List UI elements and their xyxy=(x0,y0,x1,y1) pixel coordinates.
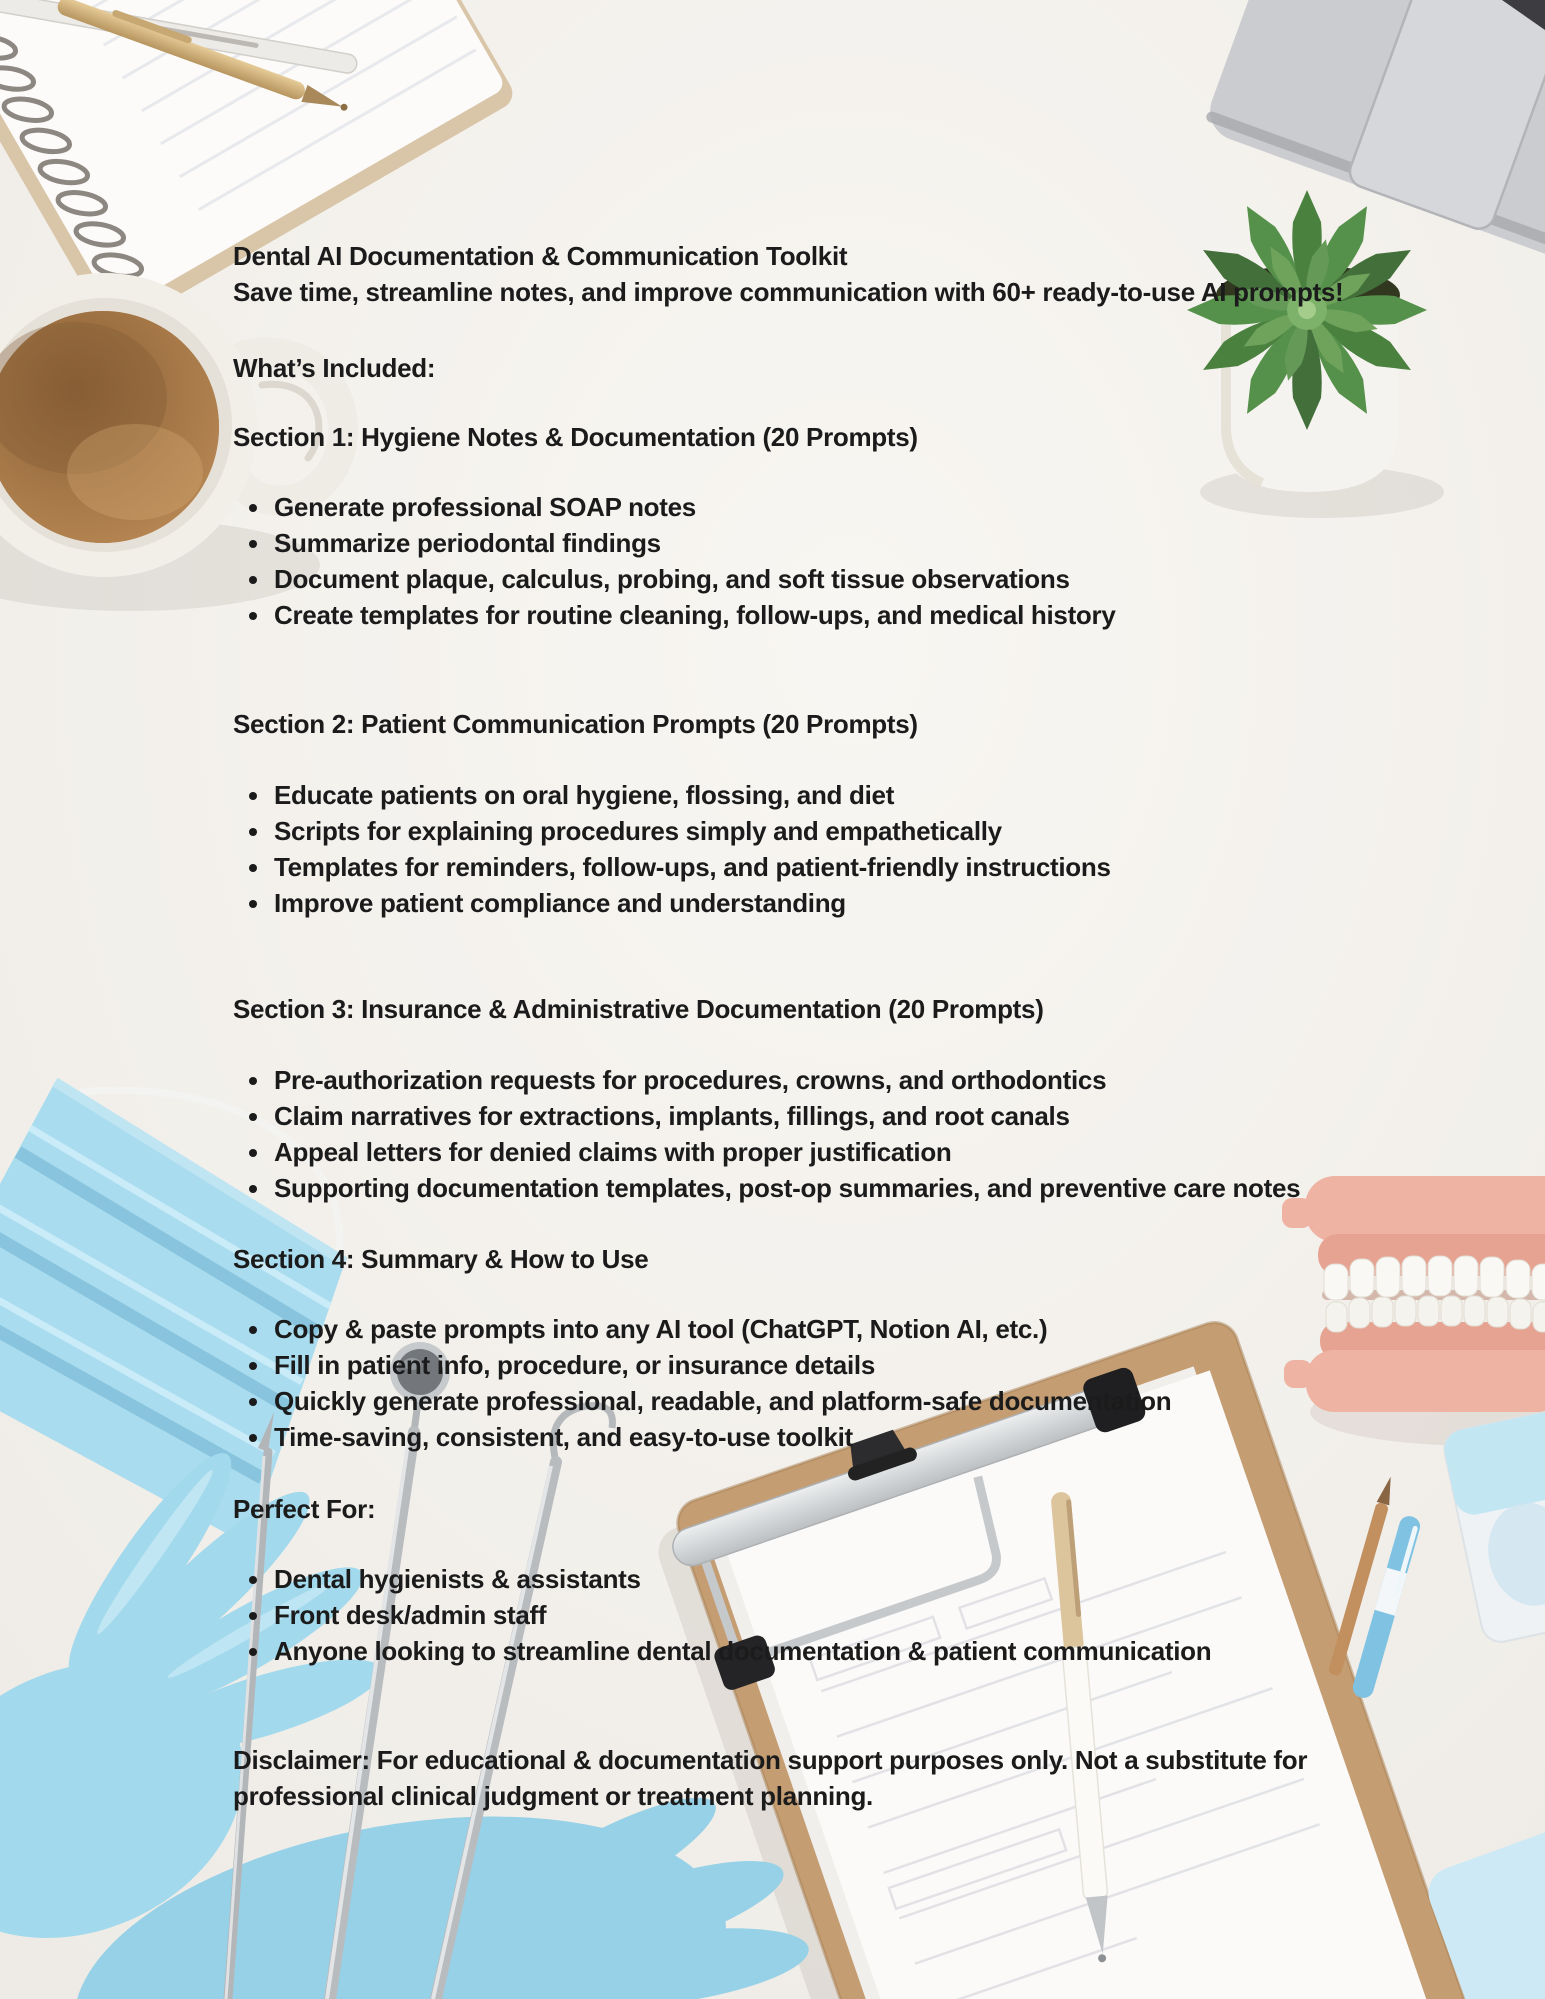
bullet-item: • Document plaque, calculus, probing, and soft tissue observations xyxy=(272,561,1545,597)
bullet-item: • Supporting documentation templates, post-op summaries, and preventive care notes xyxy=(272,1170,1545,1206)
included-heading: What’s Included: xyxy=(233,353,436,383)
bullet-item: • Front desk/admin staff xyxy=(272,1597,1545,1633)
page-subtitle: Save time, streamline notes, and improve communication with 60+ ready-to-use AI prompts! xyxy=(233,277,1344,307)
bullet-item: • Copy & paste prompts into any AI tool (ChatGPT, Notion AI, etc.) xyxy=(272,1311,1545,1347)
bullet-item: • Fill in patient info, procedure, or insurance details xyxy=(272,1347,1545,1383)
bullet-item: • Create templates for routine cleaning, follow-ups, and medical history xyxy=(272,597,1545,633)
section-1-list xyxy=(233,489,1545,633)
disclaimer-line-2: professional clinical judgment or treatment planning. xyxy=(233,1781,873,1811)
section-3-list xyxy=(233,1062,1545,1206)
section-4-heading: Section 4: Summary & How to Use xyxy=(233,1244,649,1274)
bullet-item: • Anyone looking to streamline dental documentation & patient communication xyxy=(272,1633,1545,1669)
bullet-item: • Appeal letters for denied claims with proper justification xyxy=(272,1134,1545,1170)
section-3-heading: Section 3: Insurance & Administrative Documentation (20 Prompts) xyxy=(233,994,1044,1024)
bullet-item: • Claim narratives for extractions, implants, fillings, and root canals xyxy=(272,1098,1545,1134)
title-block xyxy=(233,238,1523,310)
perfect-for-list xyxy=(233,1561,1545,1669)
bullet-item: • Quickly generate professional, readable, and platform-safe documentation xyxy=(272,1383,1545,1419)
section-2-heading: Section 2: Patient Communication Prompts (20 Prompts) xyxy=(233,709,918,739)
page-title: Dental AI Documentation & Communication Toolkit xyxy=(233,241,848,271)
section-4-list xyxy=(233,1311,1545,1455)
bullet-item: • Templates for reminders, follow-ups, and patient-friendly instructions xyxy=(272,849,1545,885)
bullet-item: • Dental hygienists & assistants xyxy=(272,1561,1545,1597)
bullet-item: • Improve patient compliance and understanding xyxy=(272,885,1545,921)
bullet-item: • Generate professional SOAP notes xyxy=(272,489,1545,525)
disclaimer xyxy=(233,1742,1523,1814)
bullet-item: • Educate patients on oral hygiene, flossing, and diet xyxy=(272,777,1545,813)
bullet-item: • Summarize periodontal findings xyxy=(272,525,1545,561)
section-2-list xyxy=(233,777,1545,921)
bullet-item: • Pre-authorization requests for procedures, crowns, and orthodontics xyxy=(272,1062,1545,1098)
section-1-heading: Section 1: Hygiene Notes & Documentation (20 Prompts) xyxy=(233,422,918,452)
bullet-item: • Time-saving, consistent, and easy-to-use toolkit xyxy=(272,1419,1545,1455)
disclaimer-line-1: Disclaimer: For educational & documentation support purposes only. Not a substitute for xyxy=(233,1745,1308,1775)
bullet-item: • Scripts for explaining procedures simply and empathetically xyxy=(272,813,1545,849)
perfect-for-heading: Perfect For: xyxy=(233,1494,376,1524)
